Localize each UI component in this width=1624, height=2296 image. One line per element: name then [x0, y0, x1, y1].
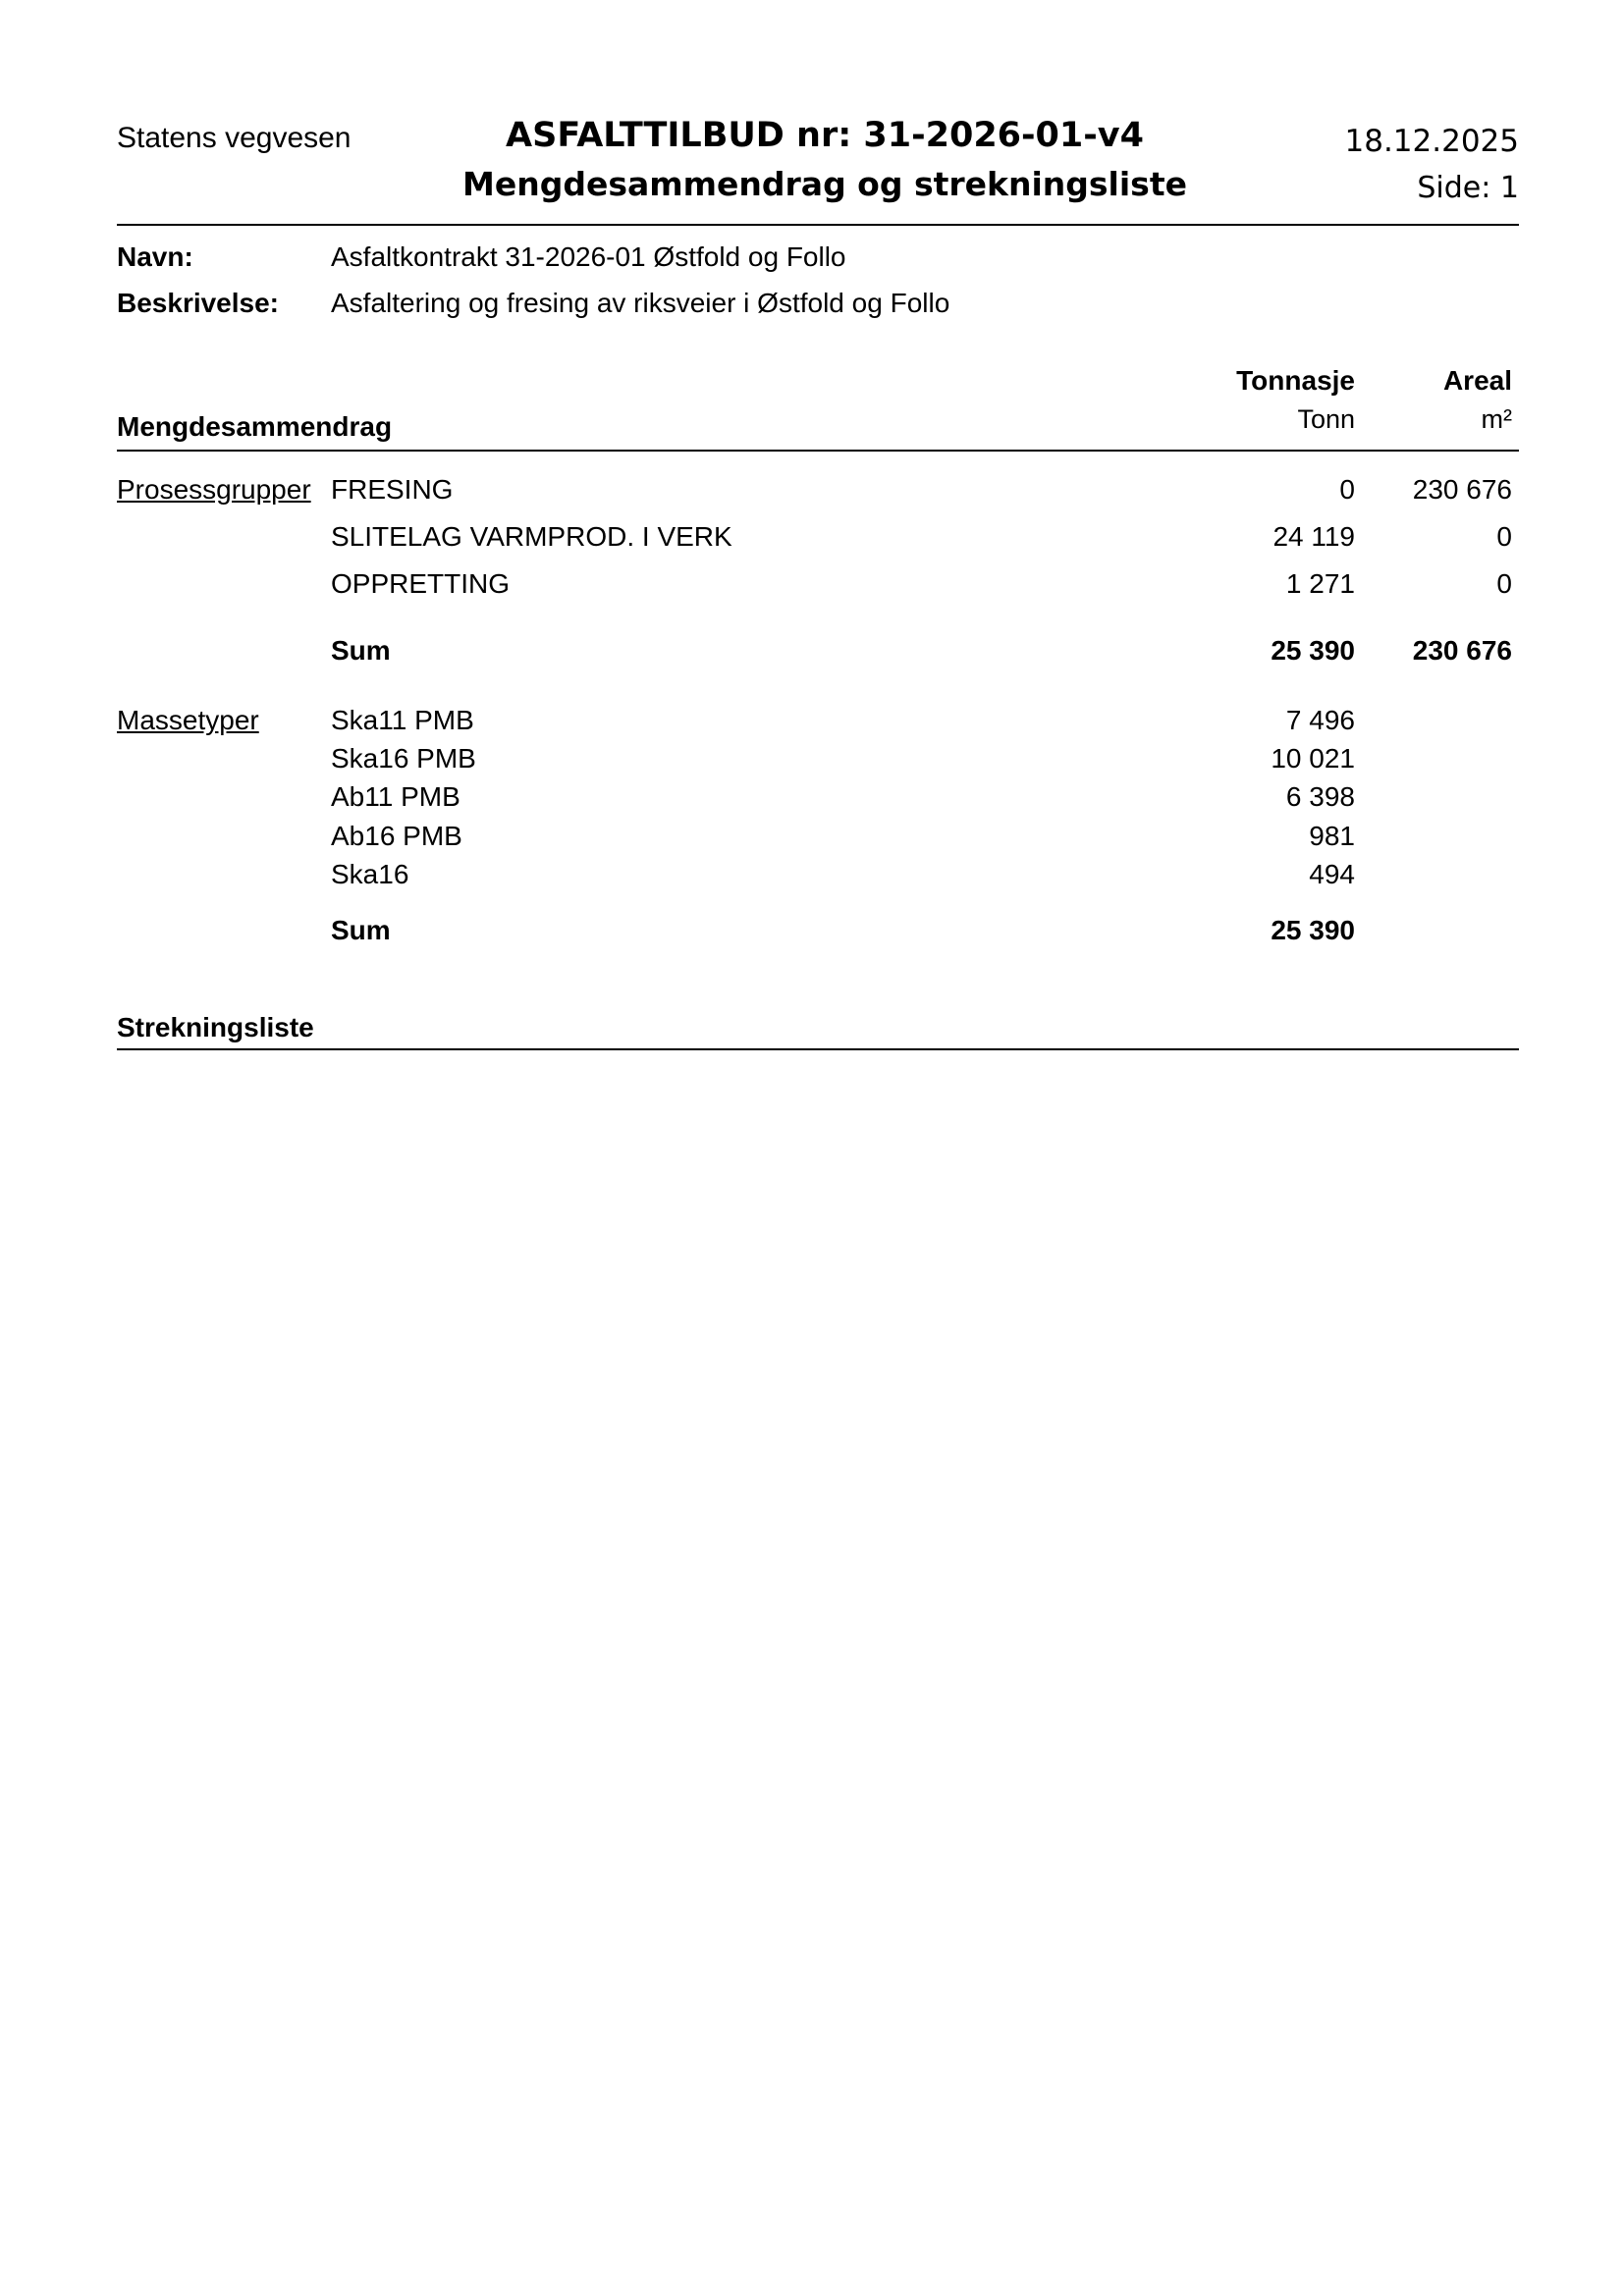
- table-row-area: 230 676: [1412, 474, 1512, 505]
- route-list-divider: [117, 1048, 1519, 1050]
- page-number: Side: 1: [1417, 171, 1519, 205]
- summary-heading: Mengdesammendrag: [117, 411, 393, 442]
- table-row-name: Ab16 PMB: [331, 821, 462, 851]
- route-list-heading: Strekningsliste: [117, 1012, 314, 1042]
- process-groups-sum-tonnage: 25 390: [1271, 635, 1355, 666]
- summary-divider: [117, 450, 1519, 452]
- mass-types-label: Massetyper: [117, 705, 259, 735]
- document-subtitle: Mengdesammendrag og strekningsliste: [462, 165, 1187, 203]
- mass-types-sum-tonnage: 25 390: [1271, 915, 1355, 945]
- organization-name: Statens vegvesen: [117, 122, 352, 154]
- table-row-name: Ab11 PMB: [331, 781, 460, 812]
- table-row-name: OPPRETTING: [331, 568, 511, 599]
- table-row-tonnage: 10 021: [1271, 743, 1355, 774]
- process-groups-sum-area: 230 676: [1412, 635, 1512, 666]
- table-row-tonnage: 0: [1339, 474, 1355, 505]
- name-value: Asfaltkontrakt 31-2026-01 Østfold og Follo: [331, 241, 846, 272]
- table-row-name: SLITELAG VARMPROD. I VERK: [331, 521, 732, 552]
- table-row-tonnage: 494: [1309, 859, 1355, 889]
- tonnage-column-header: Tonnasje: [1236, 365, 1355, 396]
- header-divider: [117, 224, 1519, 226]
- area-unit: m²: [1481, 404, 1512, 434]
- name-label: Navn:: [117, 241, 193, 272]
- area-column-header: Areal: [1442, 365, 1512, 396]
- table-row-tonnage: 7 496: [1285, 705, 1355, 735]
- table-row-tonnage: 1 271: [1285, 568, 1355, 599]
- table-row-name: Ska16: [331, 859, 409, 889]
- process-groups-sum-label: Sum: [331, 635, 391, 666]
- document-title: ASFALTTILBUD nr: 31-2026-01-v4: [506, 116, 1144, 155]
- table-row-tonnage: 981: [1309, 821, 1355, 851]
- table-row-tonnage: 24 119: [1272, 521, 1355, 552]
- description-label: Beskrivelse:: [117, 288, 280, 318]
- table-row-name: Ska16 PMB: [331, 743, 476, 774]
- table-row-area: 0: [1496, 568, 1512, 599]
- document-date: 18.12.2025: [1344, 124, 1519, 159]
- tonnage-unit: Tonn: [1297, 404, 1355, 434]
- table-row-name: FRESING: [331, 474, 454, 505]
- table-row-area: 0: [1496, 521, 1512, 552]
- description-value: Asfaltering og fresing av riksveier i Østfold og Follo: [331, 288, 950, 318]
- mass-types-sum-label: Sum: [331, 915, 391, 945]
- process-groups-label: Prosessgrupper: [117, 474, 311, 505]
- table-row-name: Ska11 PMB: [331, 705, 474, 735]
- table-row-tonnage: 6 398: [1285, 781, 1355, 812]
